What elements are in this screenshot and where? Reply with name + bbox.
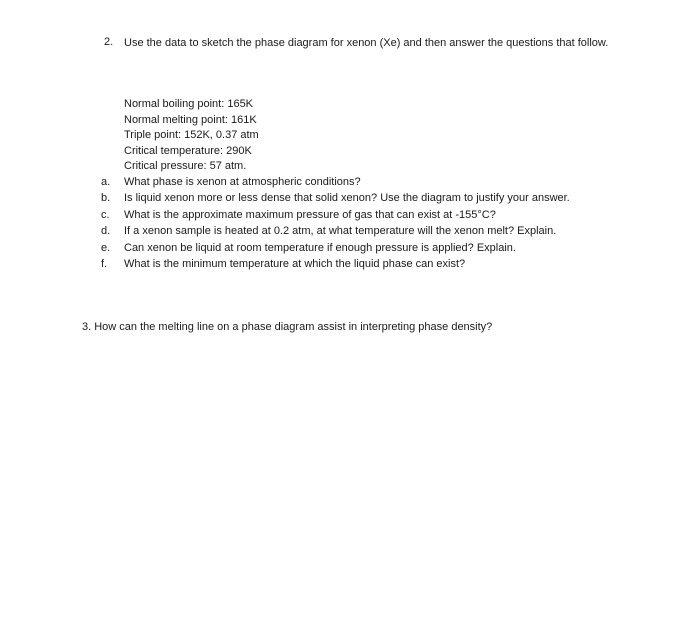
subquestion-letter: d.: [101, 225, 111, 238]
data-point-boiling: Normal boiling point: 165K: [124, 98, 254, 110]
subquestion-letter: e.: [101, 241, 111, 254]
subquestion-letter: a.: [101, 176, 111, 188]
subquestion-letter: c.: [101, 208, 110, 221]
subquestion-text: Can xenon be liquid at room temperature if enough pressure is applied? Explain.: [124, 241, 516, 254]
subquestion-letter: b.: [101, 192, 111, 205]
subquestion-text: If a xenon sample is heated at 0.2 atm, at what temperature will the xenon melt? Explain.: [124, 225, 557, 238]
subquestion-text: What phase is xenon at atmospheric conditions?: [124, 176, 361, 188]
xenon-data-list: [124, 97, 259, 175]
subquestion-text: What is the minimum temperature at which the liquid phase can exist?: [124, 257, 466, 270]
data-point-critical-temperature: Critical temperature: 290K: [124, 144, 252, 157]
data-point-melting: Normal melting point: 161K: [124, 113, 257, 126]
data-point-critical-pressure: Critical pressure: 57 atm.: [124, 160, 247, 172]
subquestion-text: Is liquid xenon more or less dense that solid xenon? Use the diagram to justify your answer.: [124, 192, 570, 205]
subquestion-letter: f.: [101, 257, 108, 270]
subquestion-text: What is the approximate maximum pressure of gas that can exist at -155°C?: [124, 208, 496, 221]
question-2-prompt: Use the data to sketch the phase diagram for xenon (Xe) and then answer the questions that follow.: [124, 37, 609, 49]
question-3: 3. How can the melting line on a phase diagram assist in interpreting phase density?: [82, 321, 493, 333]
question-2-number: 2.: [104, 36, 114, 48]
data-point-triple: Triple point: 152K, 0.37 atm: [124, 129, 259, 141]
